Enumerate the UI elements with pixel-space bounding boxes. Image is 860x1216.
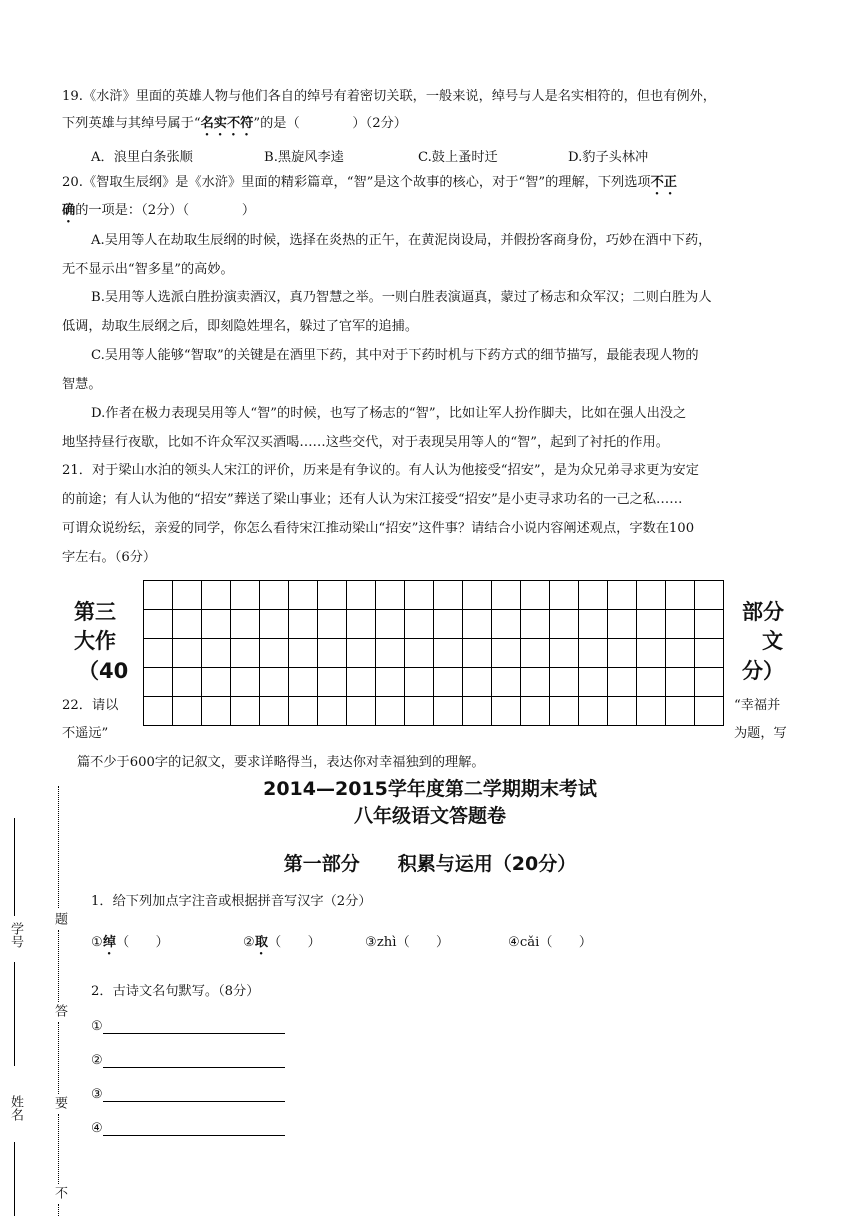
q20-option-a-line1: A.吴用等人在劫取生辰纲的时候，选择在炎热的正午，在黄泥岗设局，并假扮客商身份，巧妙在酒中下药， — [91, 233, 712, 248]
q2-line-3-blank[interactable] — [103, 1087, 285, 1102]
part3-right-3: 分） — [742, 659, 784, 683]
q2-line-4-num: ④ — [91, 1121, 103, 1136]
q20-line2 — [62, 203, 802, 226]
part3-left-2: 大作 — [74, 629, 116, 653]
part3-right-1: 部分 — [742, 600, 784, 624]
q22-left-2: 不遥远” — [62, 726, 109, 741]
q1-item-3-blank[interactable]: （ ） — [396, 935, 450, 950]
q22-right-2: 为题，写 — [734, 726, 787, 741]
q2-line-2-blank[interactable] — [103, 1053, 285, 1068]
q2-prompt: 2．古诗文名句默写。（8分） — [91, 984, 260, 999]
seal-line — [58, 1114, 59, 1184]
q1-item-2-char: 取 — [254, 935, 269, 950]
q19-line2 — [62, 116, 802, 139]
q20-option-b-line1: B.吴用等人选派白胜扮演卖酒汉，真乃智慧之举。一则白胜表演逼真，蒙过了杨志和众军汉；二则白胜为人 — [91, 290, 712, 305]
q21-line1: 21．对于梁山水泊的领头人宋江的评价，历来是有争议的。有人认为他接受“招安”，是为众兄弟寻求更为安定 — [62, 463, 699, 478]
student-id-label: 学号 — [8, 922, 23, 948]
q2-line-3-num: ③ — [91, 1087, 103, 1102]
q19-text: 下列英雄与其绰号属于“ — [62, 116, 201, 131]
seal-line — [58, 786, 59, 908]
seal-char-4: 不 — [52, 1186, 67, 1199]
q21-line4: 字左右。（6分） — [62, 550, 157, 565]
q2-line-1-num: ① — [91, 1019, 103, 1034]
part3-left-3: （40 — [78, 659, 129, 683]
q22-left-1: 22．请以 — [62, 698, 119, 713]
q19-option-c: C.鼓上蚤时迁 — [418, 150, 498, 165]
q1-prompt: 1．给下列加点字注音或根据拼音写汉字（2分） — [91, 894, 372, 909]
q20-text-end: 的一项是：（2分）（ ） — [75, 203, 256, 218]
answer-grid[interactable] — [143, 580, 724, 726]
answer-sheet-title: 八年级语文答题卷 — [353, 805, 506, 827]
q2-line-1-blank[interactable] — [103, 1019, 285, 1034]
q20-option-b-line2: 低调，劫取生辰纲之后，即刻隐姓埋名，躲过了官军的追捕。 — [62, 319, 419, 334]
q2-line-4-blank[interactable] — [103, 1121, 285, 1136]
seal-line — [58, 1204, 59, 1216]
q2-line-4[interactable] — [91, 1121, 285, 1136]
q20-emphasis-1: 不正 — [650, 175, 677, 190]
q2-line-2[interactable] — [91, 1053, 285, 1068]
q22-line3: 篇不少于600字的记叙文，要求详略得当，表达你对幸福独到的理解。 — [77, 755, 485, 770]
q1-item-1-num: ① — [91, 935, 103, 950]
q1-item-4[interactable] — [508, 931, 592, 950]
q1-item-4-num: ④ — [508, 935, 520, 950]
part3-left-1: 第三 — [74, 600, 116, 624]
q19-option-d: D.豹子头林冲 — [568, 150, 649, 165]
q1-item-3-num: ③ — [365, 935, 377, 950]
q1-item-3[interactable] — [365, 931, 449, 950]
q1-item-2-blank[interactable]: （ ） — [268, 935, 321, 950]
q1-item-1-char: 绰 — [102, 935, 117, 950]
q20-text: 20.《智取生辰纲》是《水浒》里面的精彩篇章，“智”是这个故事的核心，对于“智”的理解，下列选项 — [62, 175, 651, 190]
student-id-line[interactable] — [14, 818, 15, 916]
part3-right-2: 文 — [762, 629, 783, 653]
q21-line2: 的前途；有人认为他的“招安”葬送了梁山事业；还有人认为宋江接受“招安”是小吏寻求功名的一己之私…… — [62, 492, 683, 507]
q22-right-1: “幸福并 — [734, 698, 781, 713]
seal-line — [58, 1022, 59, 1094]
q20-emphasis-2: 确 — [62, 203, 76, 218]
q19-line1: 19.《水浒》里面的英雄人物与他们各自的绰号有着密切关联，一般来说，绰号与人是名实相符的，但也有例外， — [62, 89, 716, 104]
seal-char-2: 答 — [52, 1004, 67, 1017]
q2-line-2-num: ② — [91, 1053, 103, 1068]
q20-option-a-line2: 无不显示出“智多星”的高妙。 — [62, 262, 234, 277]
exam-title: 2014—2015学年度第二学期期末考试 — [263, 778, 597, 800]
q20-option-d-line1: D.作者在极力表现吴用等人“智”的时候，也写了杨志的“智”，比如让军人扮作脚夫，比如在强人出没之 — [91, 406, 687, 421]
q2-line-1[interactable] — [91, 1019, 285, 1034]
name-line[interactable] — [14, 1142, 15, 1216]
seal-char-1: 题 — [52, 912, 67, 925]
part1-title: 第一部分 积累与运用（20分） — [283, 853, 577, 875]
q2-line-3[interactable] — [91, 1087, 285, 1102]
q21-line3: 可谓众说纷纭，亲爱的同学，你怎么看待宋江推动梁山“招安”这件事？请结合小说内容阐述观点，字数在100 — [62, 521, 695, 536]
q20-option-d-line2: 地坚持昼行夜歇，比如不许众军汉买酒喝……这些交代，对于表现吴用等人的“智”，起到了衬托的作用。 — [62, 435, 669, 450]
q19-emphasis: 名实不符 — [200, 116, 254, 131]
q19-text-end: ”的是（ ）（2分） — [253, 116, 407, 131]
q20-option-c-line1: C.吴用等人能够“智取”的关键是在酒里下药，其中对于下药时机与下药方式的细节描写，最能表现人物的 — [91, 348, 699, 363]
q1-item-2-num: ② — [243, 935, 255, 950]
q1-item-1-blank[interactable]: （ ） — [116, 935, 169, 950]
q19-option-a: A．浪里白条张顺 — [91, 150, 193, 165]
seal-char-3: 要 — [52, 1096, 67, 1109]
q1-item-4-pinyin: cǎi — [519, 935, 540, 950]
q1-item-4-blank[interactable]: （ ） — [539, 935, 593, 950]
q1-item-1[interactable] — [91, 931, 169, 958]
q19-option-b: B.黑旋风李逵 — [264, 150, 344, 165]
q1-item-3-pinyin: zhì — [376, 935, 397, 950]
q20-line1 — [62, 175, 802, 198]
seal-line — [58, 930, 59, 1002]
name-line-upper — [14, 962, 15, 1066]
name-label: 姓名 — [8, 1095, 23, 1121]
q20-option-c-line2: 智慧。 — [62, 377, 102, 392]
q1-item-2[interactable] — [243, 931, 321, 958]
